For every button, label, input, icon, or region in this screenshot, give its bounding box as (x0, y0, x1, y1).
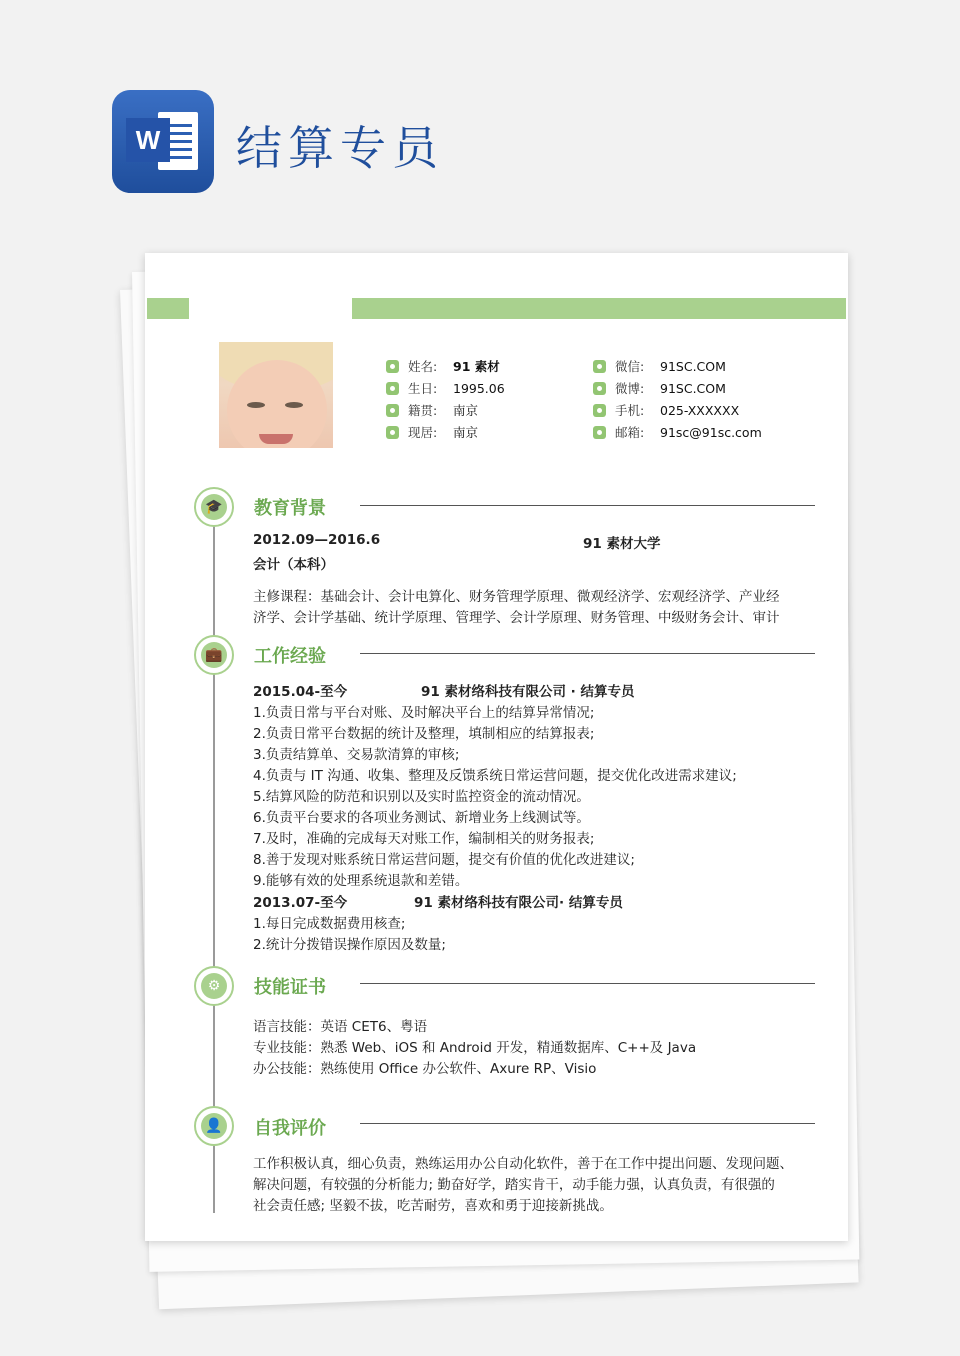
job-company: 91 素材络科技有限公司· 结算专员 (414, 895, 623, 911)
location-icon (386, 426, 399, 439)
info-email: 邮箱: 91sc@91sc.com (593, 423, 762, 441)
job-duty: 2.负责日常平台数据的统计及整理，填制相应的结算报表; (253, 726, 595, 742)
header-accent-bar-right (352, 298, 846, 319)
profile-photo (219, 342, 333, 448)
education-period: 2012.09—2016.6 (253, 532, 381, 548)
job-duty: 1.每日完成数据费用核查; (253, 916, 406, 932)
education-divider (360, 505, 815, 506)
word-letter: W (126, 118, 170, 162)
education-courses-line: 主修课程：基础会计、会计电算化、财务管理学原理、微观经济学、宏观经济学、产业经 (253, 589, 780, 605)
self-title: 自我评价 (254, 1118, 326, 1139)
word-app-icon (112, 90, 214, 193)
info-birthday: 生日: 1995.06 (386, 379, 505, 397)
education-courses-line: 济学、会计学基础、统计学原理、管理学、会计学原理、财务管理、中级财务会计、审计 (253, 610, 780, 626)
skills-title: 技能证书 (254, 977, 326, 998)
education-degree: 会计（本科） (253, 557, 334, 573)
job-duty: 7.及时，准确的完成每天对账工作，编制相关的财务报表; (253, 831, 595, 847)
gear-icon: ⚙ (194, 966, 234, 1006)
skill-item: 语言技能：英语 CET6、粤语 (253, 1019, 428, 1035)
person-icon: 👤 (194, 1106, 234, 1146)
skill-item: 办公技能：熟练使用 Office 办公软件、Axure RP、Visio (253, 1061, 597, 1077)
self-line: 社会责任感; 坚毅不拔，吃苦耐劳，喜欢和勇于迎接新挑战。 (253, 1198, 613, 1214)
info-hometown: 籍贯: 南京 (386, 401, 478, 419)
self-line: 工作积极认真，细心负责，熟练运用办公自动化软件，善于在工作中提出问题、发现问题、 (253, 1156, 793, 1172)
phone-icon (593, 404, 606, 417)
info-phone: 手机: 025-XXXXXX (593, 401, 739, 419)
job-duty: 3.负责结算单、交易款清算的审核; (253, 747, 460, 763)
job-duty: 6.负责平台要求的各项业务测试、新增业务上线测试等。 (253, 810, 590, 826)
self-line: 解决问题，有较强的分析能力; 勤奋好学，踏实肯干，动手能力强，认真负责，有很强的 (253, 1177, 775, 1193)
briefcase-icon: 💼 (194, 635, 234, 675)
calendar-icon (386, 404, 399, 417)
job-duty: 8.善于发现对账系统日常运营问题，提交有价值的优化改进建议; (253, 852, 635, 868)
self-divider (360, 1123, 815, 1124)
job-period: 2013.07-至今 (253, 895, 348, 911)
skill-item: 专业技能：熟悉 Web、iOS 和 Android 开发，精通数据库、C++及 Java (253, 1040, 697, 1056)
job-duty: 4.负责与 IT 沟通、收集、整理及反馈系统日常运营问题，提交优化改进需求建议; (253, 768, 737, 784)
header-accent-bar-left (147, 298, 189, 319)
info-name: 姓名: 91 素材 (386, 357, 500, 375)
education-title: 教育背景 (254, 498, 326, 519)
info-residence: 现居: 南京 (386, 423, 478, 441)
work-divider (360, 653, 815, 654)
job-duty: 9.能够有效的处理系统退款和差错。 (253, 873, 469, 889)
job-duty: 5.结算风险的防范和识别以及实时监控资金的流动情况。 (253, 789, 590, 805)
graduation-cap-icon: 🎓 (194, 487, 234, 527)
user-icon (386, 360, 399, 373)
job-period: 2015.04-至今 (253, 684, 348, 700)
info-wechat: 微信: 91SC.COM (593, 357, 726, 375)
job-company: 91 素材络科技有限公司 · 结算专员 (421, 684, 635, 700)
mail-icon (593, 426, 606, 439)
job-duty: 1.负责日常与平台对账、及时解决平台上的结算异常情况; (253, 705, 595, 721)
skills-divider (360, 983, 815, 984)
weibo-icon (593, 382, 606, 395)
info-weibo: 微博: 91SC.COM (593, 379, 726, 397)
birthday-icon (386, 382, 399, 395)
page-title: 结算专员 (236, 121, 444, 175)
work-title: 工作经验 (254, 646, 326, 667)
job-duty: 2.统计分拨错误操作原因及数量; (253, 937, 446, 953)
education-school: 91 素材大学 (583, 536, 661, 552)
wechat-icon (593, 360, 606, 373)
